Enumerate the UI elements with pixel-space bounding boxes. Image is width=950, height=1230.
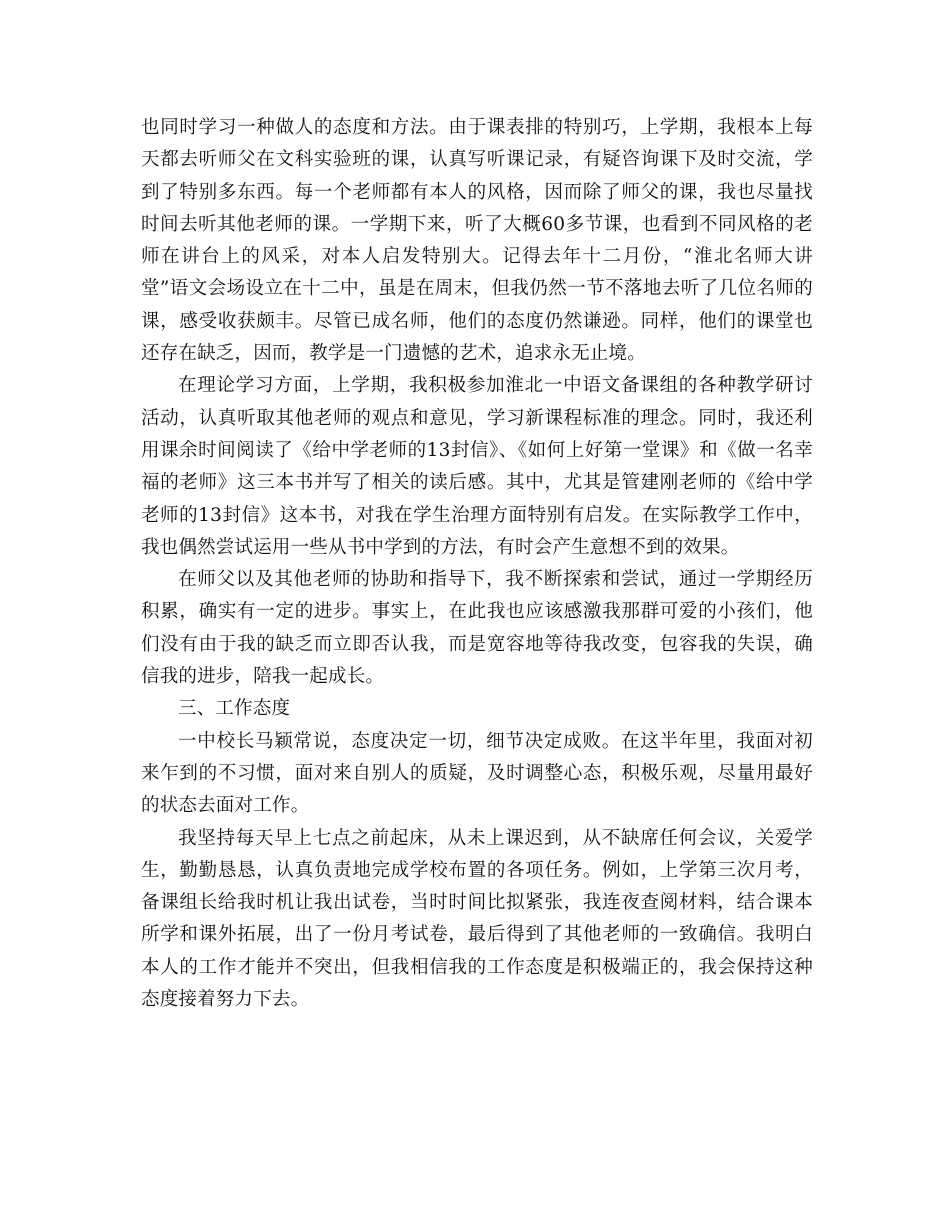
document-body	[141, 112, 813, 1016]
paragraph-attitude-detail: 我坚持每天早上七点之前起床，从未上课迟到，从不缺席任何会议，关爱学生，勤勤恳恳，认真负责地完成学校布置的各项任务。例如，上学第三次月考，备课组长给我时机让我出试卷，当时时间比拟紧张，我连夜查阅材料，结合课本所学和课外拓展，出了一份月考试卷，最后得到了其他老师的一致确信。我明白本人的工作才能并不突出，但我相信我的工作态度是积极端正的，我会保持这种态度接着努力下去。	[141, 827, 813, 1011]
paragraph-attitude-intro: 一中校长马颖常说，态度决定一切，细节决定成败。在这半年里，我面对初来乍到的不习惯，面对来自别人的质疑，及时调整心态，积极乐观，尽量用最好的状态去面对工作。	[141, 730, 813, 817]
paragraph-progress: 在师父以及其他老师的协助和指导下，我不断探索和尝试，通过一学期经历积累，确实有一定的进步。事实上，在此我也应该感激我那群可爱的小孩们，他们没有由于我的缺乏而立即否认我，而是宽容地等待我改变，包容我的失误，确信我的进步，陪我一起成长。	[141, 569, 813, 688]
paragraph-continuation: 也同时学习一种做人的态度和方法。由于课表排的特别巧，上学期，我根本上每天都去听师父在文科实验班的课，认真写听课记录，有疑咨询课下及时交流，学到了特别多东西。每一个老师都有本人的风格，因而除了师父的课，我也尽量找时间去听其他老师的课。一学期下来，听了大概60多节课，也看到不同风格的老师在讲台上的风采，对本人启发特别大。记得去年十二月份，“淮北名师大讲堂”语文会场设立在十二中，虽是在周末，但我仍然一节不落地去听了几位名师的课，感受收获颇丰。尽管已成名师，他们的态度仍然谦逊。同样，他们的课堂也还存在缺乏，因而，教学是一门遗憾的艺术，追求永无止境。	[141, 117, 813, 365]
paragraph-theory-study: 在理论学习方面，上学期，我积极参加淮北一中语文备课组的各种教学研讨活动，认真听取其他老师的观点和意见，学习新课程标准的理念。同时，我还利用课余时间阅读了《给中学老师的13封信》、《如何上好第一堂课》和《做一名幸福的老师》这三本书并写了相关的读后感。其中，尤其是管建刚老师的《给中学老师的13封信》这本书，对我在学生治理方面特别有启发。在实际教学工作中，我也偶然尝试运用一些从书中学到的方法，有时会产生意想不到的效果。	[141, 375, 813, 558]
section-heading-work-attitude: 三、工作态度	[178, 698, 291, 720]
